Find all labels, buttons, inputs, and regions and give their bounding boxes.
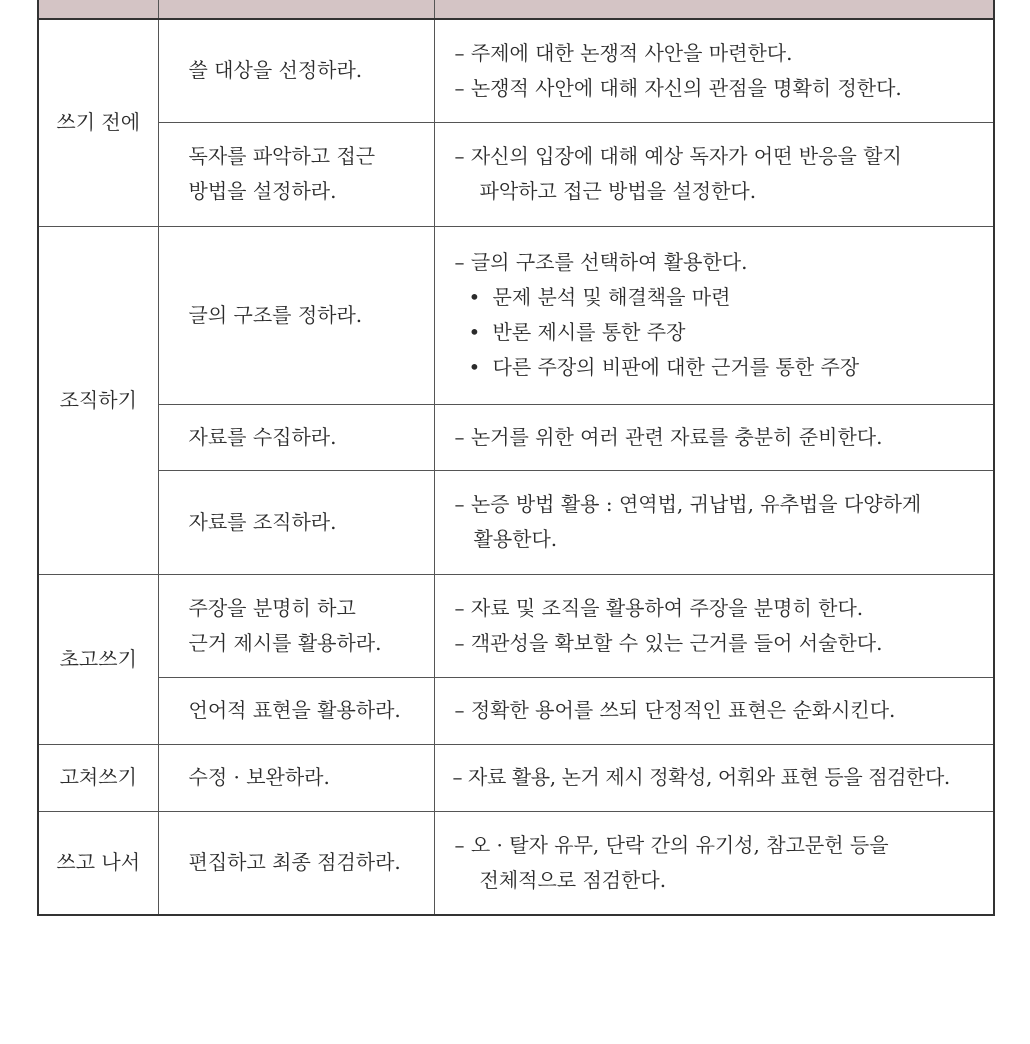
- method-cell: [434, 122, 994, 226]
- stage-label: 쓰고 나서: [56, 850, 141, 875]
- table-row: [38, 574, 994, 677]
- table-row: [38, 122, 994, 226]
- table-row: [38, 677, 994, 744]
- goal-cell: [158, 19, 434, 122]
- method-item: – 객관성을 확보할 수 있는 근거를 들어 서술한다.: [454, 630, 883, 655]
- goal-cell: [158, 744, 434, 811]
- goal-text: 자료를 수집하라.: [188, 424, 337, 449]
- goal-cell: [158, 470, 434, 574]
- goal-cell: [158, 226, 434, 404]
- method-bullet: • 다른 주장의 비판에 대한 근거를 통한 주장: [455, 350, 988, 385]
- method-item: – 논증 방법 활용 : 연역법, 귀납법, 유추법을 다양하게: [454, 492, 922, 516]
- goal-cell: [158, 677, 434, 744]
- method-cell: [434, 677, 994, 744]
- method-item: – 정확한 용어를 쓰되 단정적인 표현은 순화시킨다.: [454, 698, 896, 722]
- table-row: [38, 744, 994, 811]
- table-row: [38, 470, 994, 574]
- table-header-band: [38, 0, 994, 19]
- stage-cell-organize: [38, 226, 158, 574]
- header-cell-stage: [38, 0, 158, 19]
- goal-text: 자료를 조직하라.: [188, 509, 337, 534]
- stage-label: 고쳐쓰기: [59, 765, 137, 789]
- table-row: [38, 404, 994, 470]
- stage-label: 초고쓰기: [59, 646, 137, 671]
- method-item: – 자료 활용, 논거 제시 정확성, 어휘와 표현 등을 점검한다.: [452, 765, 950, 789]
- goal-text: 근거 제시를 활용하라.: [188, 630, 382, 655]
- stage-label: 쓰기 전에: [56, 110, 141, 135]
- method-cell: [434, 404, 994, 470]
- goal-cell: [158, 122, 434, 226]
- method-bullet: • 문제 분석 및 해결책을 마련: [455, 280, 988, 315]
- goal-text: 쓸 대상을 선정하라.: [188, 58, 363, 83]
- method-item: – 자료 및 조직을 활용하여 주장을 분명히 한다.: [454, 595, 864, 620]
- goal-text: 언어적 표현을 활용하라.: [188, 698, 401, 722]
- method-item: – 논거를 위한 여러 관련 자료를 충분히 준비한다.: [454, 424, 883, 449]
- method-item-continuation: 파악하고 접근 방법을 설정한다.: [479, 179, 757, 203]
- goal-text: 수정 · 보완하라.: [188, 765, 330, 789]
- table-row: [38, 226, 994, 404]
- table-row: [38, 811, 994, 915]
- method-item: – 논쟁적 사안에 대해 자신의 관점을 명확히 정한다.: [454, 75, 902, 100]
- method-cell: [434, 19, 994, 122]
- goal-cell: [158, 404, 434, 470]
- method-cell: [434, 811, 994, 915]
- method-item: – 주제에 대한 논쟁적 사안을 마련한다.: [454, 40, 793, 65]
- header-cell-goal: [158, 0, 434, 19]
- method-bullet: • 반론 제시를 통한 주장: [455, 315, 988, 350]
- header-cell-method: [434, 0, 994, 19]
- method-item: – 자신의 입장에 대해 예상 독자가 어떤 반응을 할지: [454, 144, 902, 168]
- method-cell: [434, 226, 994, 404]
- stage-label: 조직하기: [59, 387, 137, 412]
- goal-text: 방법을 설정하라.: [188, 179, 337, 203]
- stage-cell-after: [38, 811, 158, 915]
- goal-cell: [158, 811, 434, 915]
- method-item-continuation: 활용한다.: [473, 527, 558, 551]
- table-row: [38, 19, 994, 122]
- method-item: – 오 · 탈자 유무, 단락 간의 유기성, 참고문헌 등을: [454, 832, 889, 857]
- goal-text: 글의 구조를 정하라.: [188, 302, 363, 327]
- goal-cell: [158, 574, 434, 677]
- writing-process-table: [37, 0, 995, 916]
- stage-cell-before: [38, 19, 158, 226]
- method-cell: [434, 470, 994, 574]
- goal-text: 편집하고 최종 점검하라.: [188, 850, 401, 875]
- method-cell: [434, 744, 994, 811]
- goal-text: 주장을 분명히 하고: [188, 595, 356, 620]
- method-item: – 글의 구조를 선택하여 활용한다.: [454, 250, 748, 274]
- goal-text: 독자를 파악하고 접근: [188, 144, 376, 168]
- method-item-continuation: 전체적으로 점검한다.: [479, 867, 667, 892]
- stage-cell-revise: [38, 744, 158, 811]
- stage-cell-draft: [38, 574, 158, 744]
- method-cell: [434, 574, 994, 677]
